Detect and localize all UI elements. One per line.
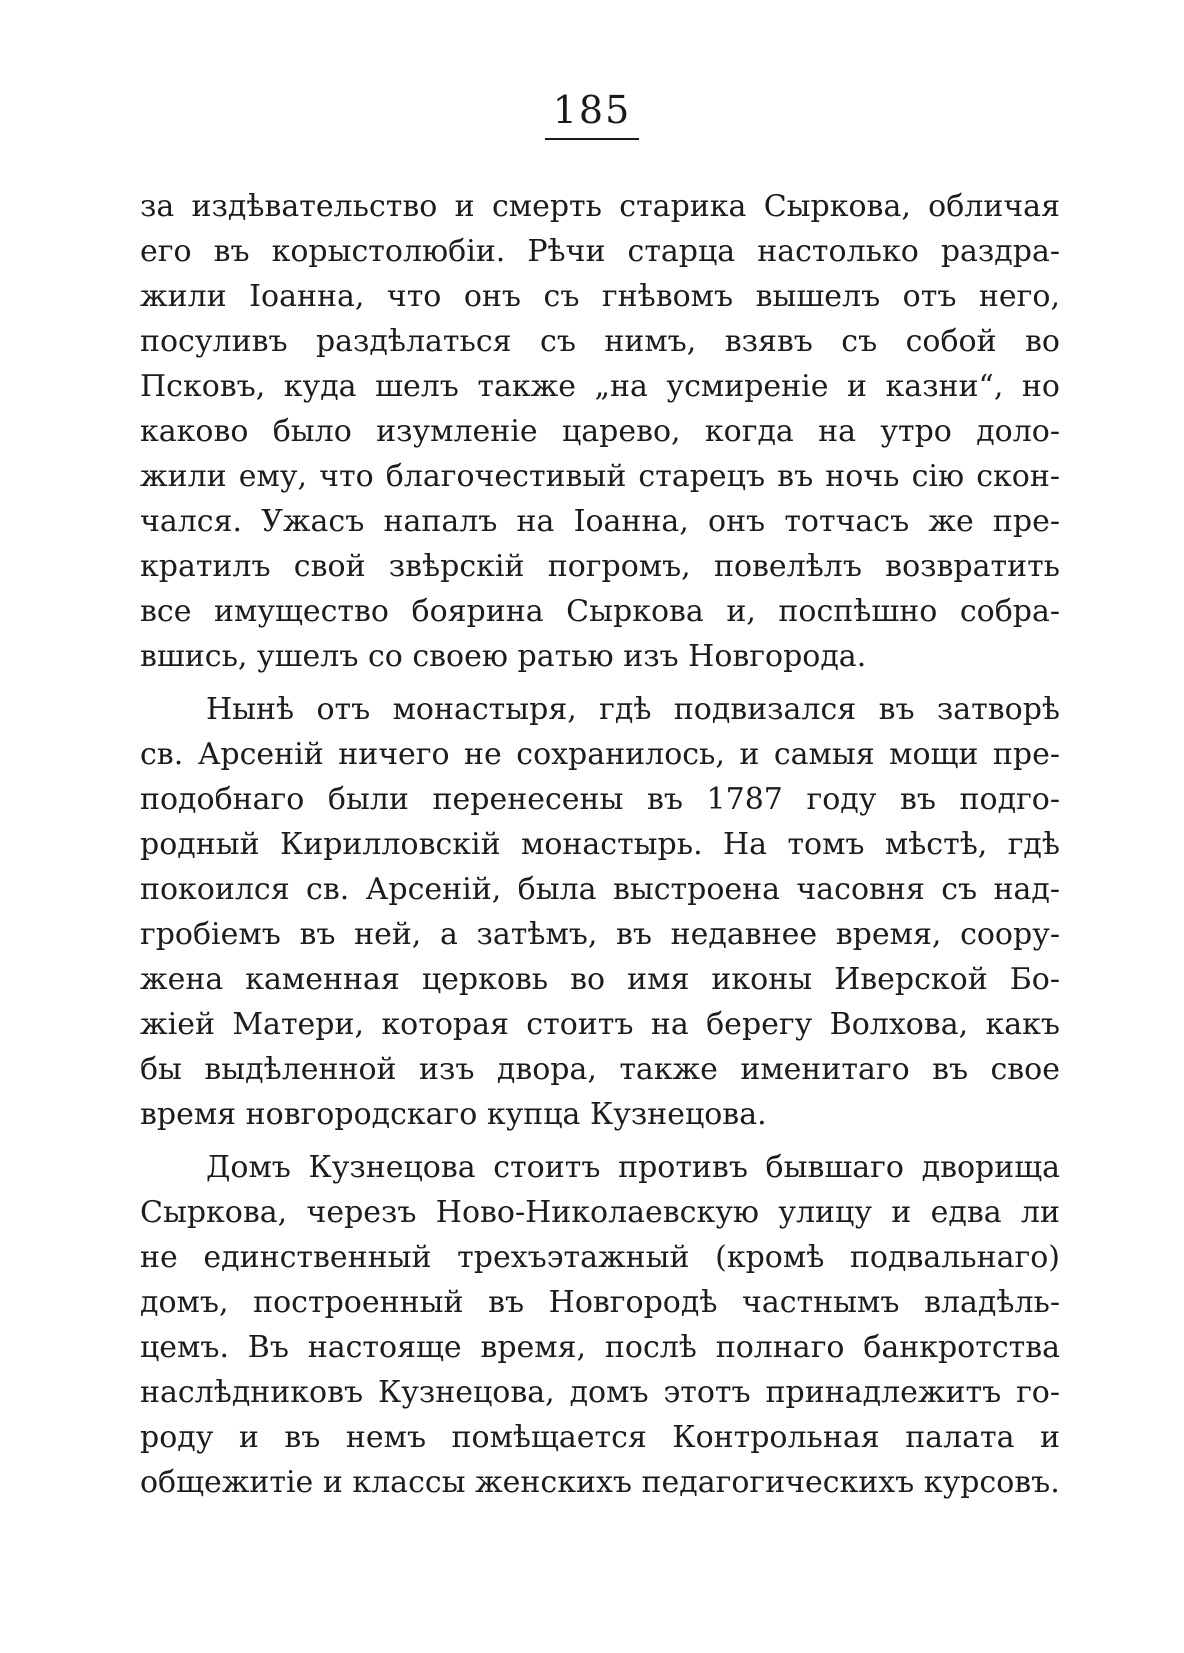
text-line: общежитіе и классы женскихъ педагогическихъ курсовъ. bbox=[140, 1465, 1060, 1500]
text-line: Псковъ, куда шелъ также „на усмиреніе и казни“, но bbox=[140, 369, 1060, 404]
text-line: не единственный трехъэтажный (кромѣ подвальнаго) bbox=[140, 1240, 1060, 1275]
text-line: все имущество боярина Сыркова и, поспѣшно собра- bbox=[140, 594, 1060, 629]
text-line: чался. Ужасъ напалъ на Іоанна, онъ тотчасъ же пре- bbox=[140, 504, 1060, 539]
text-line: гробіемъ въ ней, а затѣмъ, въ недавнее время, соору- bbox=[140, 917, 1060, 952]
text-line: наслѣдниковъ Кузнецова, домъ этотъ принадлежитъ го- bbox=[140, 1375, 1060, 1410]
text-line: за издѣвательство и смерть старика Сыркова, обличая bbox=[140, 189, 1060, 224]
text-line: покоился св. Арсеній, была выстроена часовня съ над- bbox=[140, 872, 1060, 907]
text-line: Домъ Кузнецова стоитъ противъ бывшаго дворища bbox=[206, 1150, 1060, 1185]
paragraph-gap bbox=[140, 1137, 1060, 1145]
text-line: жіей Матери, которая стоитъ на берегу Волхова, какъ bbox=[140, 1007, 1060, 1042]
text-line: Сыркова, черезъ Ново-Николаевскую улицу и едва ли bbox=[140, 1195, 1060, 1230]
text-line: посуливъ раздѣлаться съ нимъ, взявъ съ собой во bbox=[140, 324, 1060, 359]
paragraph-gap bbox=[140, 679, 1060, 687]
text-line: жили ему, что благочестивый старецъ въ ночь сію скон- bbox=[140, 459, 1060, 494]
text-line: вшись, ушелъ со своею ратью изъ Новгорода. bbox=[140, 639, 867, 674]
text-line: время новгородскаго купца Кузнецова. bbox=[140, 1097, 767, 1132]
text-line: роду и въ немъ помѣщается Контрольная палата и bbox=[140, 1420, 1060, 1455]
text-line: жили Іоанна, что онъ съ гнѣвомъ вышелъ отъ него, bbox=[140, 279, 1060, 314]
paragraph-1 bbox=[140, 184, 1060, 679]
text-line: родный Кирилловскій монастырь. На томъ мѣстѣ, гдѣ bbox=[140, 827, 1060, 862]
text-line: жена каменная церковь во имя иконы Иверской Бо- bbox=[140, 962, 1060, 997]
text-line: кратилъ свой звѣрскій погромъ, повелѣлъ возвратить bbox=[140, 549, 1060, 584]
body-text bbox=[140, 184, 1060, 1505]
page-number: 185 bbox=[545, 86, 640, 140]
paragraph-2 bbox=[140, 687, 1060, 1137]
text-line: св. Арсеній ничего не сохранилось, и самыя мощи пре- bbox=[140, 737, 1060, 772]
text-line: подобнаго были перенесены въ 1787 году въ подго- bbox=[140, 782, 1060, 817]
paragraph-3 bbox=[140, 1145, 1060, 1505]
text-line: бы выдѣленной изъ двора, также именитаго въ свое bbox=[140, 1052, 1060, 1087]
text-line: каково было изумленіе царево, когда на утро доло- bbox=[140, 414, 1060, 449]
text-line: его въ корыстолюбіи. Рѣчи старца настолько раздра- bbox=[140, 234, 1060, 269]
text-line: цемъ. Въ настояще время, послѣ полнаго банкротства bbox=[140, 1330, 1060, 1365]
text-line: домъ, построенный въ Новгородѣ частнымъ владѣль- bbox=[140, 1285, 1060, 1320]
text-line: Нынѣ отъ монастыря, гдѣ подвизался въ затворѣ bbox=[206, 692, 1060, 727]
page-header bbox=[0, 86, 1184, 140]
